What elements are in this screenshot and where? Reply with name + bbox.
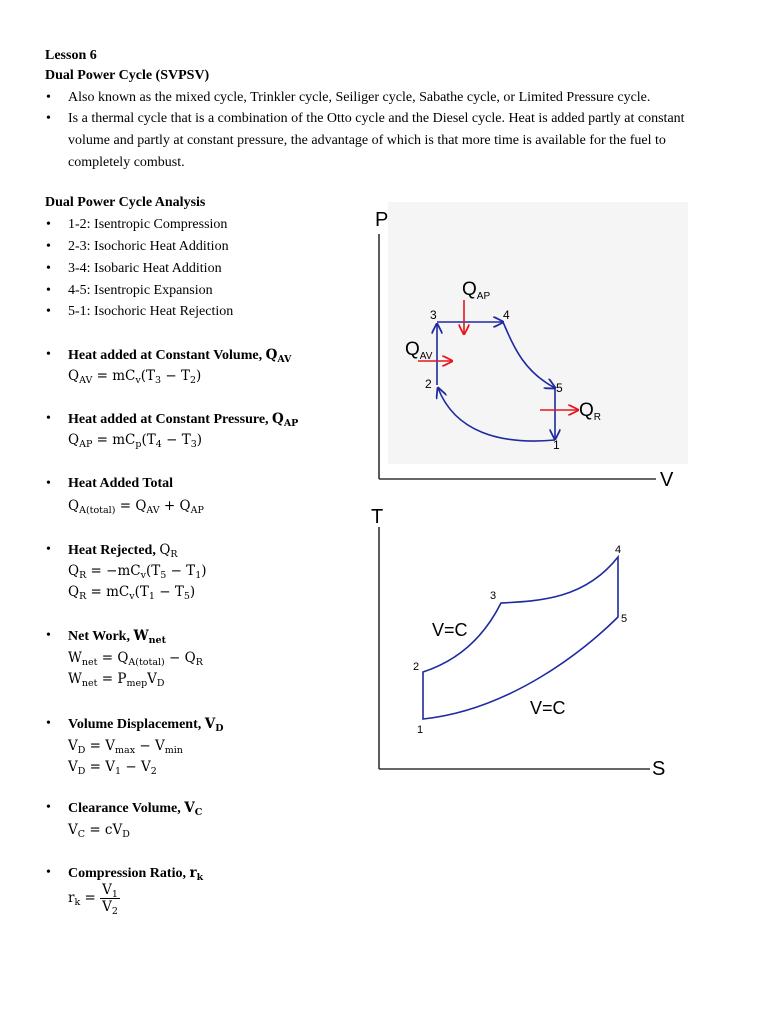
bullet-dot: •: [46, 347, 51, 362]
pv-qav-label: $Q_{AV}$: [405, 339, 433, 362]
ts-point-label: 4: [615, 544, 622, 556]
qav-formula: $Q_{AV} = mC_v(T_3 - T_2)$: [68, 368, 202, 386]
total-heading: Heat Added Total: [68, 476, 174, 491]
pv-p-axis-label: P: [375, 209, 389, 231]
ts-s-axis-label: S: [652, 758, 666, 780]
bullet-dot: •: [46, 628, 51, 643]
rejected-formula-2: $Q_R = mC_v(T_1 - T_5)$: [68, 584, 196, 602]
pv-qap-label: $Q_{AP}$: [462, 279, 491, 302]
process-item: 5-1: Isochoric Heat Rejection: [68, 304, 234, 319]
pv-point-label: 1: [553, 438, 560, 452]
total-formula: $Q_{A(total)} = Q_{AV} + Q_{AP}$: [68, 498, 204, 516]
bullet-dot: •: [46, 111, 51, 126]
pv-point-label: 2: [425, 377, 432, 391]
ts-point-label: 3: [490, 590, 497, 602]
pv-background: [388, 202, 688, 464]
qav-heading: Heat added at Constant Volume, $Q_{AV}$: [68, 347, 292, 365]
bullet-dot: •: [46, 283, 51, 298]
work-formula-2: $W_{net} = P_{mep}V_D$: [68, 671, 165, 689]
bullet-dot: •: [46, 542, 51, 557]
process-item: 1-2: Isentropic Compression: [68, 217, 228, 232]
bullet-dot: •: [46, 476, 51, 491]
bullet-dot: •: [46, 411, 51, 426]
lesson-number: Lesson 6: [45, 48, 97, 63]
bullet-dot: •: [46, 800, 51, 815]
bullet-dot: •: [46, 261, 51, 276]
bullet-dot: •: [46, 90, 51, 105]
process-item: 2-3: Isochoric Heat Addition: [68, 239, 229, 254]
bullet-dot: •: [46, 217, 51, 232]
pv-point-label: 4: [503, 308, 510, 322]
clearance-heading: Clearance Volume, $V_C$: [68, 800, 203, 818]
displacement-formula-2: $V_D = V_1 - V_2$: [68, 759, 157, 777]
displacement-heading: Volume Displacement, $V_D$: [68, 716, 224, 734]
ratio-heading: Compression Ratio, $r_k$: [68, 865, 204, 883]
ts-diagram: [360, 500, 690, 790]
pv-point-label: 3: [430, 308, 437, 322]
intro-bullet-2: Is a thermal cycle that is a combination of the Otto cycle and the Diesel cycle. Heat is added partly at constant volume and partly at constant pressure, the advantage of which is that more time is available for the fuel to completely combust.: [68, 111, 685, 170]
rejected-formula-1: $Q_R = -mC_v(T_5 - T_1)$: [68, 563, 207, 581]
bullet-dot: •: [46, 239, 51, 254]
pv-diagram: [360, 200, 690, 500]
process-item: 3-4: Isobaric Heat Addition: [68, 261, 222, 276]
ts-const-volume-label: V=C: [530, 698, 566, 718]
fraction: $\frac{V_1}{V_2}$: [102, 882, 118, 917]
clearance-formula: $V_C = cV_D$: [68, 822, 130, 840]
intro-bullet-1: Also known as the mixed cycle, Trinkler cycle, Seiliger cycle, Sabathe cycle, or Limited Pressure cycle.: [68, 90, 651, 105]
ratio-formula: $r_k$ = $\frac{V_1}{V_2}$: [68, 882, 118, 917]
pv-point-label: 5: [556, 381, 563, 395]
analysis-title: Dual Power Cycle Analysis: [45, 195, 206, 210]
qap-formula: $Q_{AP} = mC_p(T_4 - T_3)$: [68, 432, 203, 450]
displacement-formula-1: $V_D = V_{max} - V_{min}$: [68, 738, 183, 756]
bullet-dot: •: [46, 304, 51, 319]
bullet-dot: •: [46, 716, 51, 731]
page-title: Dual Power Cycle (SVPSV): [45, 68, 210, 83]
ts-const-volume-label: V=C: [432, 620, 468, 640]
pv-v-axis-label: V: [660, 469, 674, 491]
pv-qr-label: $Q_R$: [579, 400, 602, 423]
work-formula-1: $W_{net} = Q_{A(total)} - Q_R$: [68, 650, 203, 668]
ts-t-axis-label: T: [371, 506, 384, 528]
bullet-dot: •: [46, 865, 51, 880]
ts-point-label: 1: [417, 724, 424, 736]
qap-heading: Heat added at Constant Pressure, $Q_{AP}$: [68, 411, 299, 429]
rejected-heading: Heat Rejected, $Q_R$: [68, 542, 178, 560]
ts-point-label: 5: [621, 613, 628, 625]
process-item: 4-5: Isentropic Expansion: [68, 283, 213, 298]
ts-point-label: 2: [413, 661, 420, 673]
work-heading: Net Work, $W_{net}$: [68, 628, 166, 646]
